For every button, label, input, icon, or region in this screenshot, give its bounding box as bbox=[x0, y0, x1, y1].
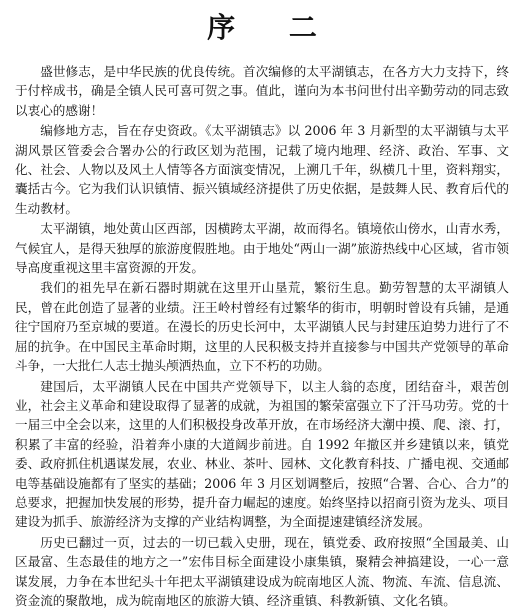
paragraph-5: 建国后，太平湖镇人民在中国共产党领导下，以主人翁的态度，团结奋斗，艰苦创业，社会主义革命和建设取得了显著的成就，为祖国的繁荣富强立下了汗马功劳。党的十一届三中全会以来，这里的人们积极投身改革开放，在市场经济大潮中摸、爬、滚、打，积累了丰富的经验，沿着奔小康的大道阔步前进。自 1992 年撤区并乡建镇以来，镇党委、政府抓住机遇谋发展，农业、林业、茶叶、园林、文化教育科技、广播电视、交通邮电等基础设施都有了坚实的基础；2006 年 3 月区划调整后，按照“合署、合心、合力”的总要求，把握加快发展的形势，提升奋力崛起的速度。始终坚持以招商引资为龙头、项目建设为抓手、旅游经济为支撑的产业结构调整，为全面提速建镇经济发展。 bbox=[15, 378, 509, 530]
paragraph-6: 历史已翻过一页，过去的一切已载入史册，现在，镇党委、政府按照“全国最美、山区最富、生态最佳的地方之一”宏伟目标全面建设小康集镇，聚精会神搞建设，一心一意谋发展，力争在本世纪头十年把太平湖镇建设成为皖南地区人流、物流、车流、信息流、资金流的聚散地，成为皖南地区的旅游大镇、经济重镇、科教新镇、文化名镇。 bbox=[15, 534, 509, 608]
document-title: 序 二 bbox=[207, 11, 339, 44]
paragraph-2: 编修地方志，旨在存史资政。《太平湖镇志》以 2006 年 3 月新型的太平湖镇与太平湖风景区管委会合署办公的行政区划为范围，记载了境内地理、经济、政治、军事、文化、社会、人物以及风土人情等各方面演变情况，上溯几千年，纵横几十里，资料翔实，囊括古今。它为我们认识镇情、振兴镇域经济提供了历史依据，是鼓舞人民、教育后代的生动教材。 bbox=[15, 123, 509, 216]
paragraph-4: 我们的祖先早在新石器时期就在这里开山垦荒，繁衍生息。勤劳智慧的太平湖镇人民，曾在此创造了显著的业绩。汪王岭村曾经有过繁华的街市，明朝时曾设有兵铺，是通往宁国府乃至京城的要道。在漫长的历史长河中，太平湖镇人民与封建压迫势力进行了不屈的抗争。在中国民主革命时期，这里的人民积极支持并直接参与中国共产党领导的革命斗争，一大批仁人志士抛头颅洒热血，立下不朽的功勋。 bbox=[15, 280, 509, 374]
paragraph-1: 盛世修志，是中华民族的优良传统。首次编修的太平湖镇志，在各方大力支持下，终于付梓成书，确是全镇人民可喜可贺之事。值此，谨向为本书问世付出辛勤劳动的同志致以衷心的感谢！ bbox=[15, 64, 509, 118]
paragraph-3: 太平湖镇，地处黄山区西部，因横跨太平湖，故而得名。镇境依山傍水，山青水秀，气候宜人，是得天独厚的旅游度假胜地。由于地处“两山一湖”旅游热线中心区域，省市领导高度重视这里丰富资源的开发。 bbox=[15, 221, 509, 276]
